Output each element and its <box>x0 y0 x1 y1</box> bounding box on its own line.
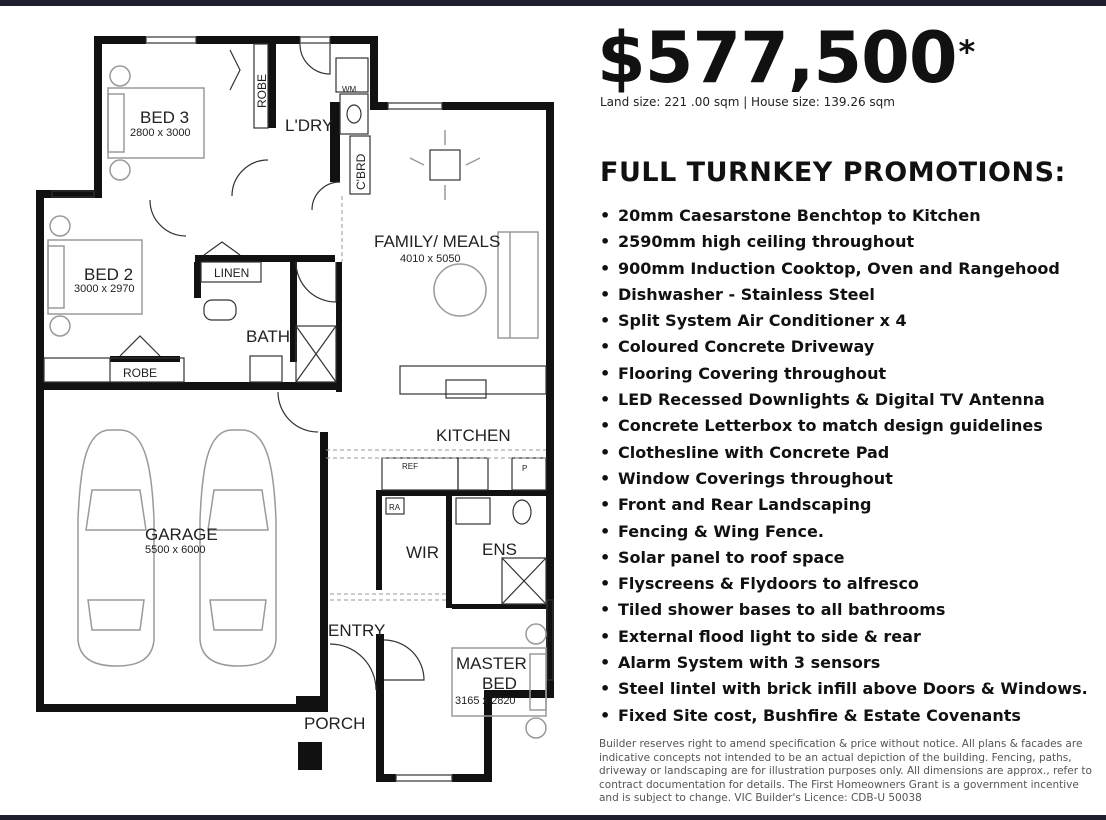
linen-label: LINEN <box>214 266 250 280</box>
family-name: FAMILY/ MEALS <box>374 232 501 251</box>
bottom-border <box>0 815 1106 820</box>
family-dims: 4010 x 5050 <box>400 253 461 265</box>
bullet-icon: • <box>600 284 611 304</box>
price-asterisk: * <box>958 33 975 71</box>
porch-label: PORCH <box>304 714 366 733</box>
promotion-item: • Window Coverings throughout <box>600 466 1088 492</box>
entry-label: ENTRY <box>328 621 386 640</box>
bullet-icon: • <box>600 258 611 278</box>
fridge-label: REF <box>402 462 418 471</box>
bullet-icon: • <box>600 495 611 515</box>
pantry-label: P <box>522 464 528 473</box>
ensuite-label: ENS <box>482 540 517 559</box>
promotion-item: • Fencing & Wing Fence. <box>600 519 1088 545</box>
bullet-icon: • <box>600 416 611 436</box>
washing-machine-label: WM <box>342 85 357 94</box>
land-house-sizes: Land size: 221 .00 sqm | House size: 139.26 sqm <box>600 95 895 109</box>
bullet-icon: • <box>600 390 611 410</box>
bullet-icon: • <box>600 442 611 462</box>
master-name: MASTER <box>456 654 527 673</box>
bullet-icon: • <box>600 574 611 594</box>
bed3-name: BED 3 <box>140 108 190 127</box>
promotions-heading: FULL TURNKEY PROMOTIONS: <box>600 157 1066 188</box>
bullet-icon: • <box>600 468 611 488</box>
promotion-item: • Coloured Concrete Driveway <box>600 334 1088 360</box>
wir-label: WIR <box>406 543 440 562</box>
bullet-icon: • <box>600 337 611 357</box>
promotion-item: • Split System Air Conditioner x 4 <box>600 308 1088 334</box>
promotion-item: • Fixed Site cost, Bushfire & Estate Covenants <box>600 703 1088 729</box>
promotion-item: • Dishwasher - Stainless Steel <box>600 282 1088 308</box>
promotion-item: • Flyscreens & Flydoors to alfresco <box>600 571 1088 597</box>
master-dims: 3165 x 2820 <box>455 695 516 707</box>
cupboard-label: C'BRD <box>354 153 368 190</box>
price <box>597 18 974 98</box>
bullet-icon: • <box>600 653 611 673</box>
price-value: $577,500 <box>597 17 957 99</box>
promotion-item: • External flood light to side & rear <box>600 624 1088 650</box>
promotion-item: • Tiled shower bases to all bathrooms <box>600 597 1088 623</box>
bullet-icon: • <box>600 363 611 383</box>
promotion-item: • 20mm Caesarstone Benchtop to Kitchen <box>600 203 1088 229</box>
bed2-name: BED 2 <box>84 265 134 284</box>
bullet-icon: • <box>600 206 611 225</box>
kitchen-label: KITCHEN <box>436 426 511 445</box>
bullet-icon: • <box>600 547 611 567</box>
promotions-list <box>600 203 1088 729</box>
bullet-icon: • <box>600 232 611 252</box>
bullet-icon: • <box>600 600 611 620</box>
garage-dims: 5500 x 6000 <box>145 544 206 556</box>
promotion-item: • LED Recessed Downlights & Digital TV Antenna <box>600 387 1088 413</box>
bullet-icon: • <box>600 679 611 699</box>
beds <box>48 66 546 738</box>
bullet-icon: • <box>600 626 611 646</box>
doors <box>120 44 424 690</box>
promotion-item: • Steel lintel with brick infill above Doors & Windows. <box>600 676 1088 702</box>
built-ins <box>44 44 370 382</box>
promotion-item: • 900mm Induction Cooktop, Oven and Rangehood <box>600 256 1088 282</box>
promotion-item: • Concrete Letterbox to match design guidelines <box>600 413 1088 439</box>
ra-label: RA <box>389 503 401 512</box>
bed3-dims: 2800 x 3000 <box>130 127 191 139</box>
bullet-icon: • <box>600 705 611 725</box>
bath-label: BATH <box>246 327 291 346</box>
bed3-robe-label: ROBE <box>255 73 269 108</box>
bed2-dims: 3000 x 2970 <box>74 283 135 295</box>
promotion-item: • Flooring Covering throughout <box>600 361 1088 387</box>
garage-name: GARAGE <box>145 525 218 544</box>
laundry-label: L'DRY <box>285 116 334 135</box>
disclaimer: Builder reserves right to amend specification & price without notice. All plans & facades are indicative concepts not intended to be an actual depiction of the building. Fencing, paths, driveway or landscaping are for illustration purposes only. All dimensions are approx., refer to contract documentation for details. The First Homeowners Grant is a government incentive and is subject to change. VIC Builder's Licence: CDB-U 50038 <box>599 738 1092 804</box>
bullet-icon: • <box>600 521 611 541</box>
promotion-item: • Front and Rear Landscaping <box>600 492 1088 518</box>
promotion-item: • Alarm System with 3 sensors <box>600 650 1088 676</box>
promotion-item: • 2590mm high ceiling throughout <box>600 229 1088 255</box>
promotion-item: • Solar panel to roof space <box>600 545 1088 571</box>
bed2-robe-label: ROBE <box>123 366 158 380</box>
promotion-item: • Clothesline with Concrete Pad <box>600 440 1088 466</box>
master-name-line2: BED <box>482 674 517 693</box>
bullet-icon: • <box>600 311 611 331</box>
floor-plan <box>0 6 590 815</box>
room-labels <box>74 74 527 733</box>
